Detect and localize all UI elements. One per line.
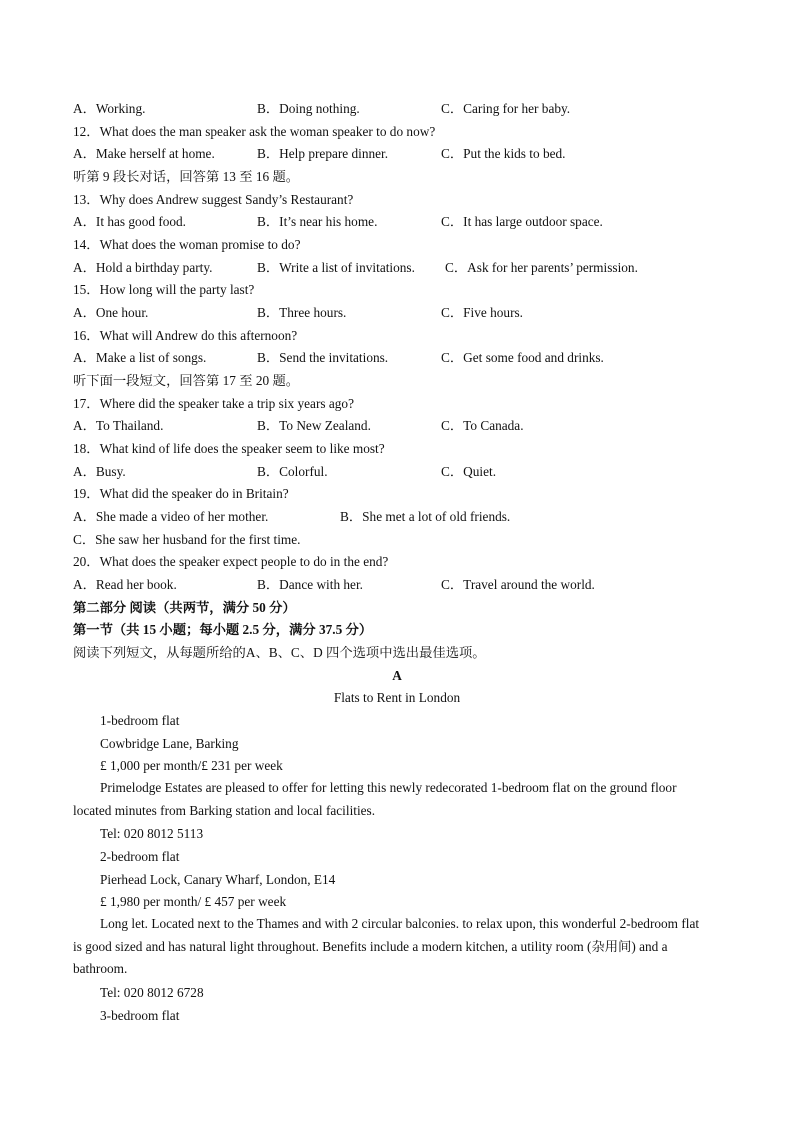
- flat2-description: Long let. Located next to the Thames and with 2 circular balconies. to relax upon, this wonderful 2-bedroom flat is good sized and has natural light throughout. Benefits include a modern kitchen, a utility room (杂用间) and a bathroom.: [73, 916, 700, 977]
- q19-option-b: B．She met a lot of old friends.: [340, 509, 511, 524]
- q17-option-c: C．To Canada.: [441, 418, 524, 433]
- q15-option-c: C．Five hours.: [441, 305, 524, 320]
- q11-option-b: B．Doing nothing.: [257, 101, 360, 116]
- q15-option-a: A．One hour.: [73, 305, 149, 320]
- q16-stem: 16．What will Andrew do this afternoon?: [73, 328, 298, 343]
- passage-instruction: 听下面一段短文，回答第 17 至 20 题。: [73, 373, 300, 388]
- q14-option-a: A．Hold a birthday party.: [73, 260, 213, 275]
- flat2-tel: Tel: 020 8012 6728: [100, 985, 204, 1000]
- q13-option-c: C．It has large outdoor space.: [441, 214, 603, 229]
- reading-instructions: 阅读下列短文，从每题所给的A、B、C、D 四个选项中选出最佳选项。: [73, 645, 486, 660]
- q13-stem: 13．Why does Andrew suggest Sandy’s Restaurant?: [73, 192, 354, 207]
- q20-option-c: C．Travel around the world.: [441, 577, 595, 592]
- q16-option-c: C．Get some food and drinks.: [441, 350, 604, 365]
- article-letter: A: [392, 668, 402, 683]
- flat1-type: 1-bedroom flat: [100, 713, 180, 728]
- flat1-address: Cowbridge Lane, Barking: [100, 736, 239, 751]
- q18-stem: 18．What kind of life does the speaker seem to like most?: [73, 441, 385, 456]
- q17-option-b: B．To New Zealand.: [257, 418, 371, 433]
- flat2-address: Pierhead Lock, Canary Wharf, London, E14: [100, 872, 336, 887]
- part-2-heading: 第二部分 阅读（共两节，满分 50 分）: [73, 600, 296, 615]
- q11-option-c: C．Caring for her baby.: [441, 101, 571, 116]
- q14-option-c: C．Ask for her parents’ permission.: [445, 260, 638, 275]
- q16-option-b: B．Send the invitations.: [257, 350, 389, 365]
- q13-option-a: A．It has good food.: [73, 214, 187, 229]
- article-title: Flats to Rent in London: [333, 690, 461, 705]
- flat2-price: £ 1,980 per month/ £ 457 per week: [100, 894, 287, 909]
- q12-option-b: B．Help prepare dinner.: [257, 146, 389, 161]
- q19-option-c: C．She saw her husband for the first time.: [73, 532, 301, 547]
- flat1-description: Primelodge Estates are pleased to offer for letting this newly redecorated 1-bedroom flat on the ground floor located minutes from Barking station and local facilities.: [73, 780, 677, 818]
- flat3-type: 3-bedroom flat: [100, 1008, 180, 1023]
- q14-option-b: B．Write a list of invitations.: [257, 260, 415, 275]
- q15-option-b: B．Three hours.: [257, 305, 347, 320]
- q19-option-a: A．She made a video of her mother.: [73, 509, 269, 524]
- q18-option-b: B．Colorful.: [257, 464, 328, 479]
- flat2-type: 2-bedroom flat: [100, 849, 180, 864]
- q12-stem: 12．What does the man speaker ask the woman speaker to do now?: [73, 124, 436, 139]
- q17-option-a: A．To Thailand.: [73, 418, 164, 433]
- flat1-tel: Tel: 020 8012 5113: [100, 826, 204, 841]
- q18-option-c: C．Quiet.: [441, 464, 497, 479]
- q13-option-b: B．It’s near his home.: [257, 214, 378, 229]
- q20-stem: 20．What does the speaker expect people to do in the end?: [73, 554, 389, 569]
- q11-option-a: A．Working.: [73, 101, 146, 116]
- flat1-price: £ 1,000 per month/£ 231 per week: [100, 758, 283, 773]
- q15-stem: 15．How long will the party last?: [73, 282, 255, 297]
- q12-option-c: C．Put the kids to bed.: [441, 146, 566, 161]
- q12-option-a: A．Make herself at home.: [73, 146, 215, 161]
- q18-option-a: A．Busy.: [73, 464, 126, 479]
- q19-stem: 19．What did the speaker do in Britain?: [73, 486, 289, 501]
- q16-option-a: A．Make a list of songs.: [73, 350, 207, 365]
- q14-stem: 14．What does the woman promise to do?: [73, 237, 301, 252]
- q20-option-a: A．Read her book.: [73, 577, 177, 592]
- dialog-9-instruction: 听第 9 段长对话，回答第 13 至 16 题。: [73, 169, 300, 184]
- section-1-heading: 第一节（共 15 小题；每小题 2.5 分，满分 37.5 分）: [73, 622, 373, 637]
- q17-stem: 17．Where did the speaker take a trip six years ago?: [73, 396, 354, 411]
- q20-option-b: B．Dance with her.: [257, 577, 363, 592]
